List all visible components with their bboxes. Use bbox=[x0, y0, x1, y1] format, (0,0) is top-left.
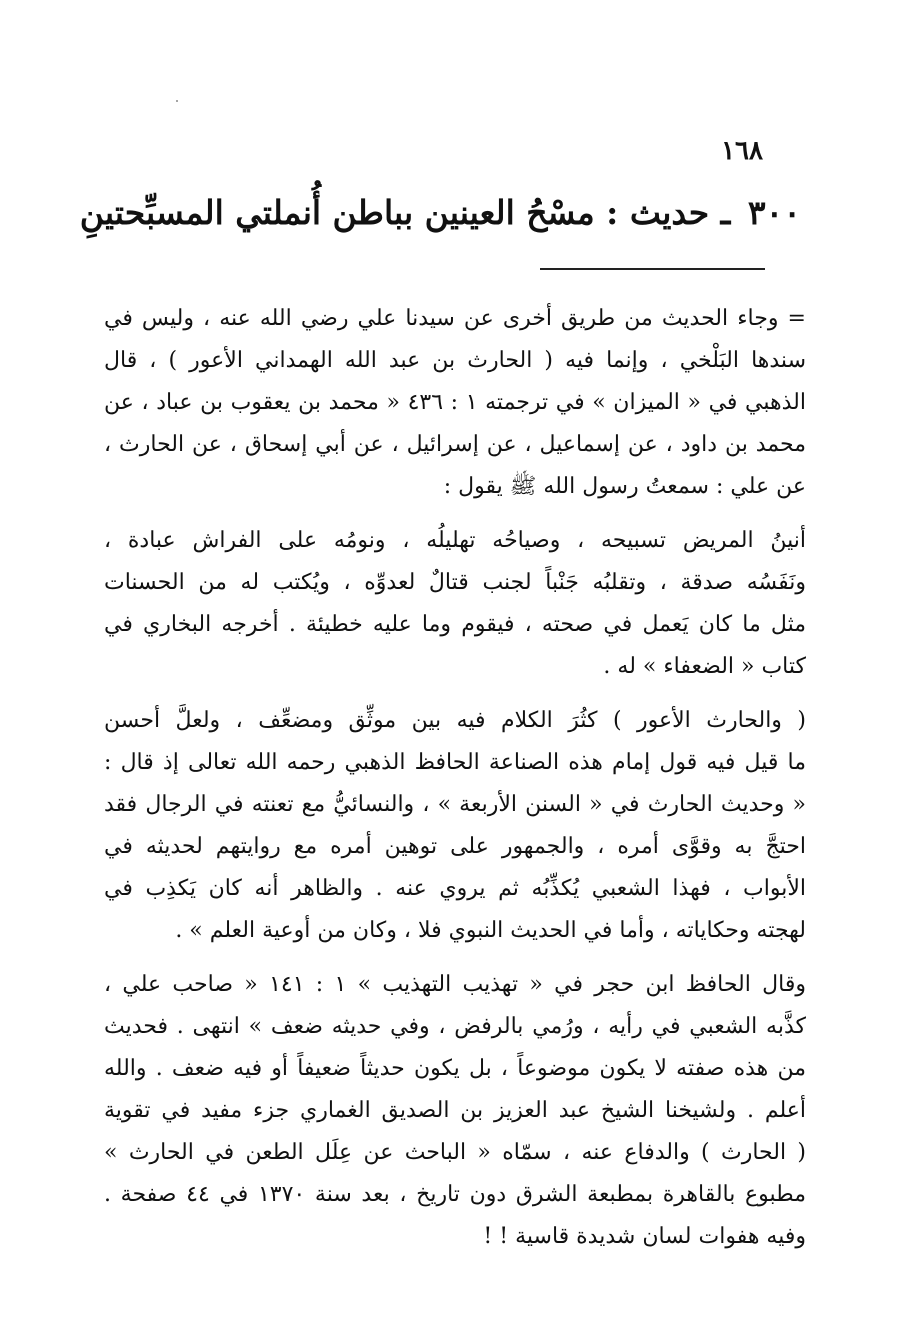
text-line: كذَّبه الشعبي في رأيه ، ورُمي بالرفض ، وفي حديثه ضعف » انتهى . فحديث bbox=[104, 1014, 806, 1039]
hadith-title: حديث : مسْحُ العينين بباطن أُنملتي المسبِّحتينِ bbox=[79, 193, 710, 232]
paragraph-alternate-chain bbox=[104, 298, 806, 508]
text-line: الأبواب ، فهذا الشعبي يُكذِّبُه ثم يروي عنه . والظاهر أنه كان يَكذِب في bbox=[104, 876, 806, 901]
heading-separator-rule bbox=[540, 268, 765, 270]
text-line: لهجته وحكاياته ، وأما في الحديث النبوي فلا ، وكان من أوعية العلم » . bbox=[175, 918, 806, 943]
hadith-number: ٣٠٠ bbox=[747, 193, 801, 232]
text-line: وقال الحافظ ابن حجر في « تهذيب التهذيب » ١ : ١٤١ « صاحب علي ، bbox=[104, 972, 806, 997]
paragraph-hadith-text bbox=[104, 520, 806, 688]
text-line: ونَفَسُه صدقة ، وتقلبُه جَنْباً لجنب قتالٌ لعدوِّه ، ويُكتب له من الحسنات bbox=[104, 570, 806, 595]
paragraph-narrator-evaluation bbox=[104, 700, 806, 952]
heading-dash: ـ bbox=[720, 193, 731, 232]
text-line: مثل ما كان يَعمل في صحته ، فيقوم وما عليه خطيئة . أخرجه البخاري في bbox=[104, 612, 806, 637]
text-line: أنينُ المريض تسبيحه ، وصياحُه تهليلُه ، ونومُه على الفراش عبادة ، bbox=[104, 528, 806, 553]
page-speck bbox=[176, 100, 178, 102]
paragraph-ibn-hajar bbox=[104, 964, 806, 1258]
text-line: ( الحارث ) والدفاع عنه ، سمّاه « الباحث عن عِلَل الطعن في الحارث » bbox=[104, 1140, 806, 1165]
text-line: وفيه هفوات لسان شديدة قاسية ! ! bbox=[483, 1224, 806, 1249]
text-line: ما قيل فيه قول إمام هذه الصناعة الحافظ الذهبي رحمه الله تعالى إذ قال : bbox=[104, 750, 806, 775]
text-line: « وحديث الحارث في « السنن الأربعة » ، والنسائيُّ مع تعنته في الرجال فقد bbox=[104, 792, 806, 817]
text-line: أعلم . ولشيخنا الشيخ عبد العزيز بن الصديق الغماري جزء مفيد في تقوية bbox=[104, 1098, 806, 1123]
text-line: = وجاء الحديث من طريق أخرى عن سيدنا علي رضي الله عنه ، وليس في bbox=[104, 306, 806, 331]
text-line: من هذه صفته لا يكون موضوعاً ، بل يكون حديثاً ضعيفاً أو فيه ضعف . والله bbox=[104, 1056, 806, 1081]
page-number: ١٦٨ bbox=[721, 136, 763, 166]
text-line: ( والحارث الأعور ) كثُرَ الكلام فيه بين موثِّق ومضعِّف ، ولعلَّ أحسن bbox=[104, 708, 806, 733]
text-line: احتجَّ به وقوَّى أمره ، والجمهور على توهين أمره مع روايتهم لحديثه في bbox=[104, 834, 806, 859]
text-line: الذهبي في « الميزان » في ترجمته ١ : ٤٣٦ « محمد بن يعقوب بن عباد ، عن bbox=[104, 390, 806, 415]
text-line: عن علي : سمعتُ رسول الله ﷺ يقول : bbox=[443, 474, 806, 499]
text-line: محمد بن داود ، عن إسماعيل ، عن إسرائيل ، عن أبي إسحاق ، عن الحارث ، bbox=[104, 432, 806, 457]
text-line: كتاب « الضعفاء » له . bbox=[603, 654, 806, 679]
hadith-heading bbox=[79, 192, 801, 235]
body-text bbox=[104, 298, 806, 1270]
text-line: سندها البَلْخي ، وإنما فيه ( الحارث بن عبد الله الهمداني الأعور ) ، قال bbox=[104, 348, 806, 373]
text-line: مطبوع بالقاهرة بمطبعة الشرق دون تاريخ ، بعد سنة ١٣٧٠ في ٤٤ صفحة . bbox=[104, 1182, 806, 1207]
